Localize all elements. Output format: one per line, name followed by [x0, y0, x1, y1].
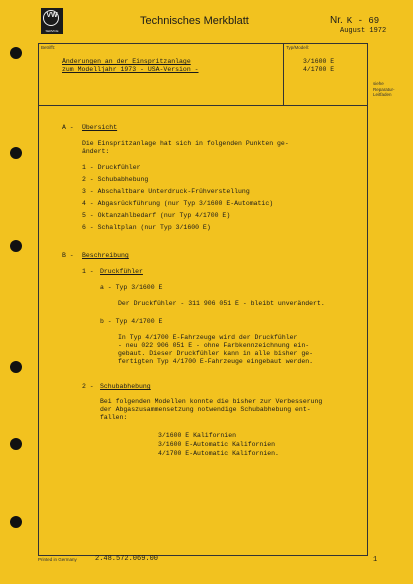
subsection-b-text: - neu 022 906 051 E - ohne Farbkennzeichnung ein-	[118, 342, 310, 349]
subsection-b-text: In Typ 4/1700 E-Fahrzeuge wird der Druckfühler	[118, 334, 298, 341]
printed-in-germany: Printed in Germany	[38, 557, 77, 562]
punch-hole	[10, 361, 22, 373]
subject-line-2: zum Modelljahr 1973 - USA-Version -	[62, 66, 199, 73]
section-a-intro: Die Einspritzanlage hat sich in folgenden Punkten ge-	[82, 140, 289, 147]
list-item: 4 - Abgasrückführung (nur Typ 3/1600 E-Automatic)	[82, 200, 274, 207]
list-item: 3 - Abschaltbare Unterdruck-Frühverstellung	[82, 188, 250, 195]
punch-hole	[10, 438, 22, 450]
section-a-intro: ändert:	[82, 148, 110, 155]
list-item: 6 - Schaltplan (nur Typ 3/1600 E)	[82, 224, 211, 231]
subsection-2-text: fallen:	[100, 414, 128, 421]
list-item: 2 - Schubabhebung	[82, 176, 149, 183]
section-a-letter: A -	[62, 124, 74, 131]
page-number: 1	[373, 556, 378, 564]
side-note: siehe Reparatur- Leitfaden	[373, 81, 395, 97]
punch-hole	[10, 516, 22, 528]
punch-hole	[10, 240, 22, 252]
list-item: 1 - Druckfühler	[82, 164, 141, 171]
model-item: 4/1700 E-Automatic Kalifornien.	[158, 450, 279, 457]
punch-hole	[10, 147, 22, 159]
document-date: August 1972	[340, 27, 387, 35]
section-b-heading: Beschreibung	[82, 252, 129, 259]
header-divider	[38, 105, 368, 106]
subsection-2-title: Schubabhebung	[100, 383, 151, 390]
subsection-a-label: a - Typ 3/1600 E	[100, 284, 163, 291]
typ-model-1: 3/1600 E	[303, 58, 335, 65]
subsection-b-text: fertigten Typ 4/1700 E-Fahrzeuge eingebaut werden.	[118, 358, 314, 365]
model-item: 3/1600 E Kalifornien	[158, 432, 237, 439]
list-item: 5 - Oktanzahlbedarf (nur Typ 4/1700 E)	[82, 212, 231, 219]
subsection-1-title: Druckfühler	[100, 268, 143, 275]
section-b-letter: B -	[62, 252, 74, 259]
betrifft-label: Betrifft:	[41, 45, 56, 50]
model-item: 3/1600 E-Automatic Kalifornien	[158, 441, 276, 448]
vw-service-logo: VW SERVICE	[41, 8, 63, 34]
subject-line-1: Änderungen an der Einspritzanlage	[62, 58, 191, 65]
subsection-1-number: 1 -	[82, 268, 94, 275]
subsection-2-number: 2 -	[82, 383, 94, 390]
punch-hole	[10, 47, 22, 59]
typ-label: Typ/Modell:	[286, 45, 310, 50]
typ-model-2: 4/1700 E	[303, 66, 335, 73]
footer-number: 2.48.572.069.00	[95, 555, 159, 563]
section-a-heading: Übersicht	[82, 124, 118, 131]
document-title: Technisches Merkblatt	[140, 15, 249, 27]
subsection-a-text: Der Druckfühler - 311 906 051 E - bleibt unverändert.	[118, 300, 325, 307]
column-divider	[283, 43, 284, 105]
subsection-b-label: b - Typ 4/1700 E	[100, 318, 163, 325]
document-number: Nr. K - 69	[330, 15, 380, 26]
subsection-b-text: gebaut. Dieser Druckfühler kann in alle bisher ge-	[118, 350, 314, 357]
subsection-2-text: der Abgaszusammensetzung notwendige Schubabhebung ent-	[100, 406, 311, 413]
subsection-2-text: Bei folgenden Modellen konnte die bisher zur Verbesserung	[100, 398, 323, 405]
